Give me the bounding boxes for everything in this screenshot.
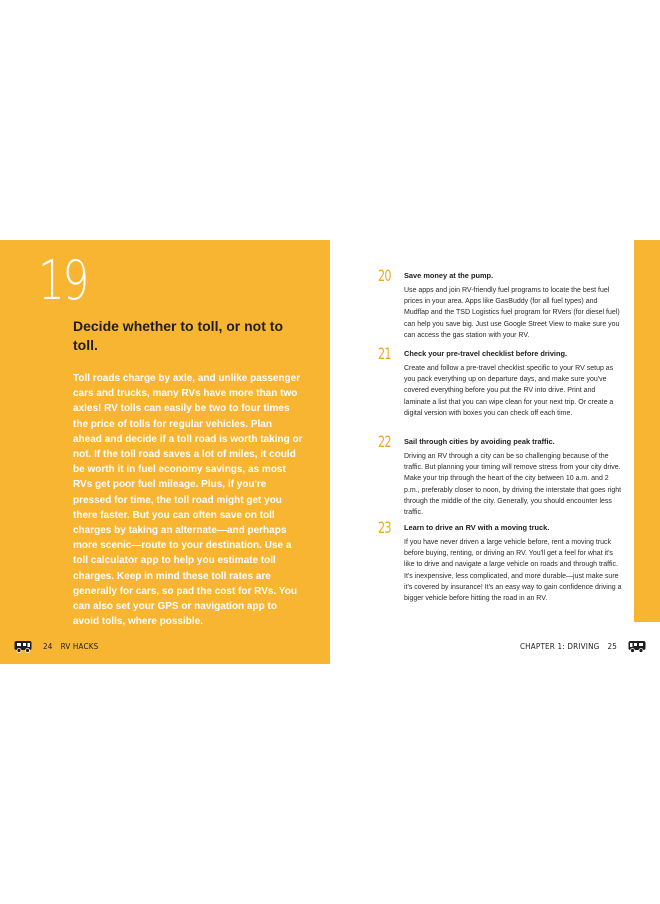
rv-icon [14, 640, 33, 653]
tip-title: Sail through cities by avoiding peak traffic. [404, 437, 555, 446]
tip-body: If you have never driven a large vehicle before, rent a moving truck before buying, renting, or driving an RV. You'll get a feel for what it's like to drive and navigate a large vehicle on roads and through traffic. It's inexpensive, less complicated, and more durable—just make sure it's covered by insurance! It's an easy way to gain confidence driving a bigger vehicle before hitting the road in an RV. [404, 539, 622, 603]
left-page-footer [14, 636, 98, 656]
chapter-label: CHAPTER 1: DRIVING [519, 641, 600, 651]
right-page-footer [520, 636, 646, 656]
tip-title: Save money at the pump. [404, 271, 494, 280]
tip-number: 21 [378, 344, 391, 363]
tip-body: Create and follow a pre-travel checklist specific to your RV setup as you pack everything up on departure days, and make sure you've covered everything before you put the RV into drive. Print and laminate a list that you can wipe clean for your next trip. Or create a digital version with boxes you can check off each time. [404, 365, 614, 417]
left-page-number: 24 [43, 641, 53, 651]
tip-number: 20 [378, 266, 391, 285]
rv-icon [627, 640, 646, 653]
tip-number: 23 [378, 518, 391, 537]
tip-number: 22 [378, 432, 391, 451]
tip-body: Use apps and join RV-friendly fuel programs to locate the best fuel prices in your area. Apps like GasBuddy (for all fuel types) and Mudflap and the TSD Logistics fuel program for RVers (for diesel fuel) can help you save big. Just use Google Street View to make sure you can access the gas station with your RV. [404, 287, 620, 339]
right-page-orange-strip [634, 240, 660, 622]
tip-title: Learn to drive an RV with a moving truck. [404, 523, 550, 532]
tip-body: Driving an RV through a city can be so challenging because of the traffic. But planning your timing will remove stress from your city drive. Make your trip through the heart of the city between 10 a.m. and 2 p.m., preferably closer to noon, by driving the interstate that goes right through the middle of the city. Generally, you should encounter less traffic. [404, 453, 622, 517]
tip-title: Check your pre-travel checklist before driving. [404, 349, 568, 358]
book-title: RV HACKS [60, 641, 99, 651]
hack-body: Toll roads charge by axle, and unlike passenger cars and trucks, many RVs have more than two axles! RV tolls can easily be two to four times the price of tolls for regular vehicles. Plan ahead and decide if a toll road is worth taking or not. If the toll road saves a lot of miles, it could be worth it in fuel economy savings, as most RVs get poor fuel mileage. Plus, if you're pressed for time, the toll road might get you there faster. But you can often save on toll charges by taking an alternate—and perhaps more scenic—route to your destination. Use a toll calculator app to help you estimate toll charges. Keep in mind these toll rates are generally for cars, so pad the cost for RVs. You can also set your GPS or navigation app to avoid tolls, where possible. [73, 373, 303, 628]
hack-title: Decide whether to toll, or not to toll. [73, 318, 283, 353]
hack-number: 19 [38, 249, 87, 312]
right-page-number: 25 [607, 641, 617, 651]
